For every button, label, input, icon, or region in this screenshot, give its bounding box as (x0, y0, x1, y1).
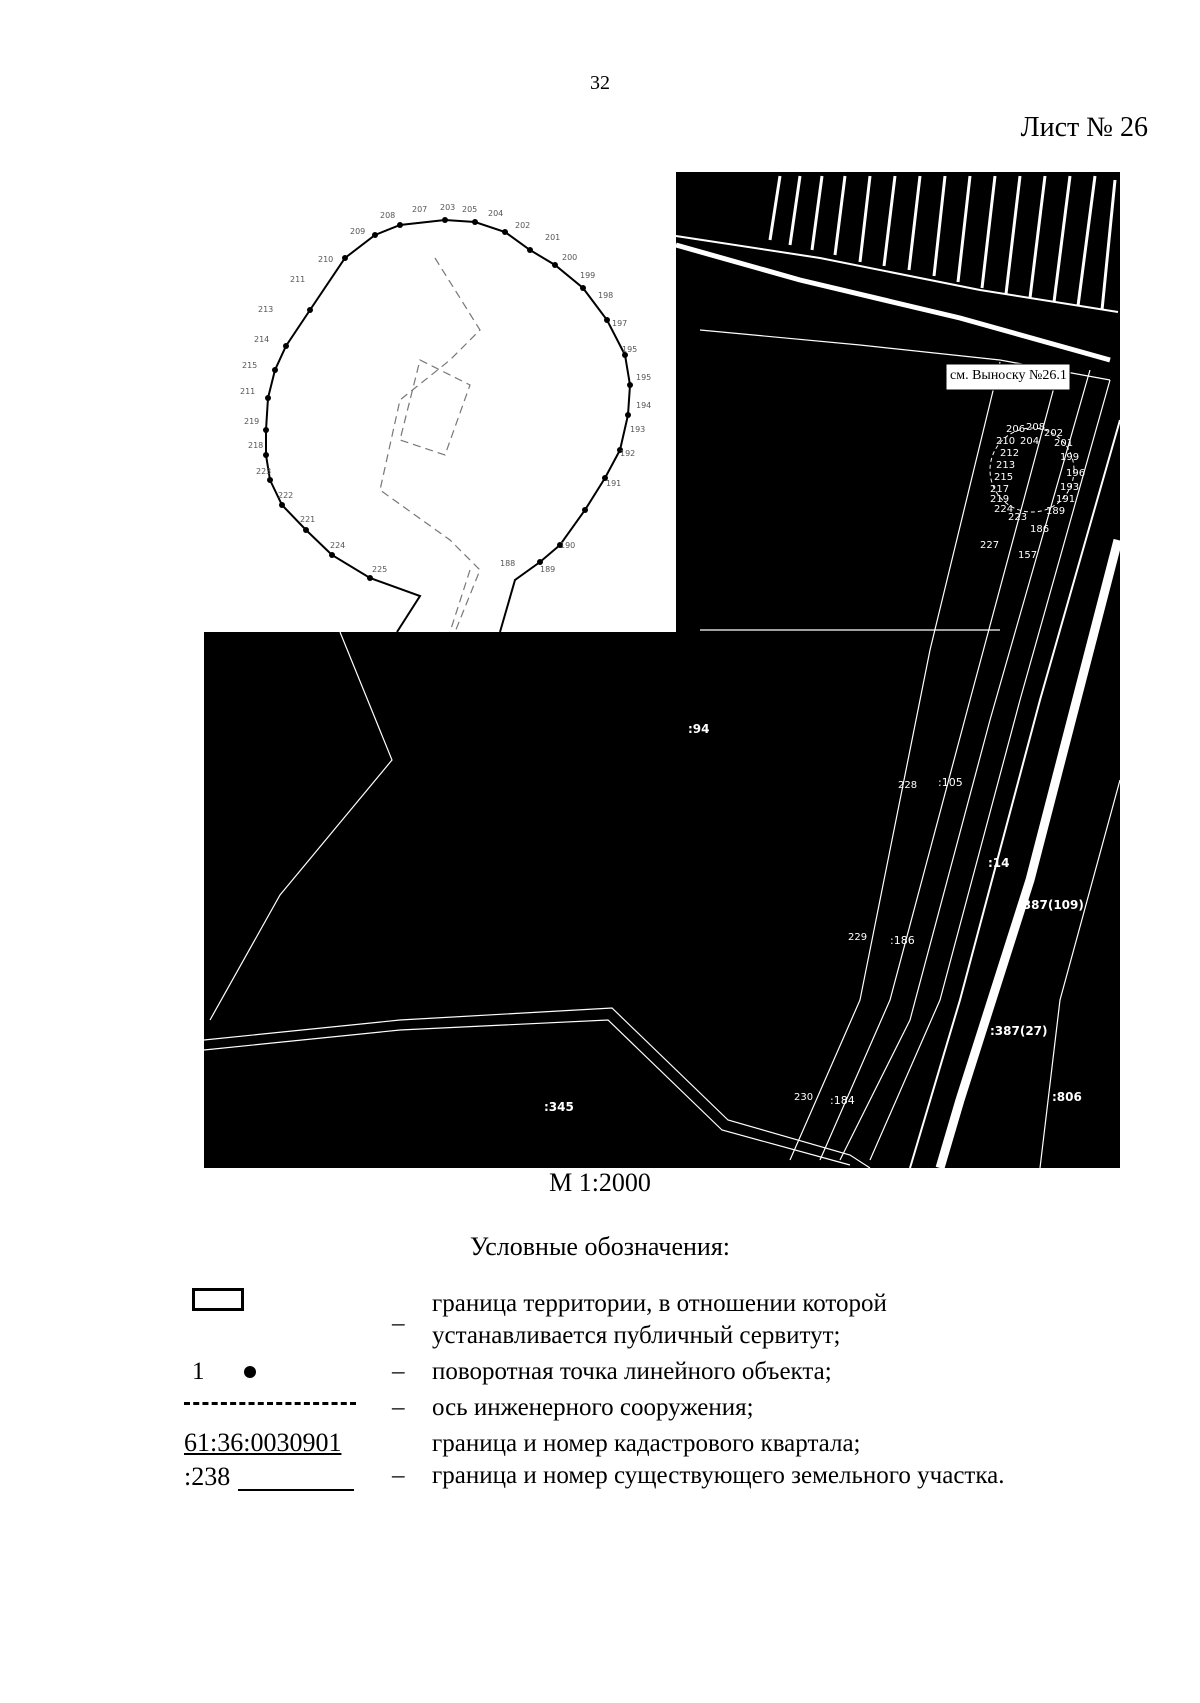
svg-text:219: 219 (244, 417, 260, 426)
legend-parcel-number: :238 (184, 1462, 231, 1491)
legend-parcel-line (238, 1489, 354, 1491)
svg-text:201: 201 (545, 233, 561, 242)
legend-dash-2: – (392, 1358, 405, 1385)
legend-title: Условные обозначения: (469, 1232, 731, 1261)
svg-text:188: 188 (500, 559, 516, 568)
svg-text:202: 202 (1044, 428, 1064, 439)
svg-text:224: 224 (330, 541, 346, 550)
svg-text:230: 230 (794, 1092, 814, 1103)
svg-text:194: 194 (636, 401, 652, 410)
svg-text:221: 221 (300, 515, 316, 524)
svg-text:201: 201 (1054, 438, 1074, 449)
svg-text:193: 193 (1060, 482, 1080, 493)
legend-text-2: поворотная точка линейного объекта; (432, 1358, 832, 1385)
parcel-label-14: :14 (988, 856, 1010, 870)
parcel-label-806: :806 (1052, 1090, 1082, 1104)
svg-text:214: 214 (254, 335, 270, 344)
svg-text:219: 219 (990, 494, 1010, 505)
svg-text:213: 213 (996, 460, 1016, 471)
svg-text:217: 217 (990, 484, 1010, 495)
svg-text:228: 228 (898, 780, 918, 791)
legend-text-1b: устанавливается публичный сервитут; (432, 1322, 841, 1349)
legend-cadastral-quarter: 61:36:0030901 (184, 1428, 342, 1457)
svg-text:223: 223 (1008, 512, 1028, 523)
svg-text:205: 205 (462, 205, 478, 214)
legend-point-number: 1 (192, 1358, 205, 1385)
sheet-label: Лист № 26 (1020, 112, 1148, 143)
svg-text:195: 195 (622, 345, 638, 354)
svg-text:227: 227 (980, 540, 1000, 551)
parcel-label-345: :345 (544, 1100, 574, 1114)
legend-dash-5: – (392, 1462, 405, 1489)
svg-text:222: 222 (278, 491, 294, 500)
map-scale: М 1:2000 (549, 1168, 651, 1197)
legend-text-3: ось инженерного сооружения; (432, 1394, 754, 1421)
svg-text:225: 225 (372, 565, 388, 574)
svg-text:203: 203 (440, 203, 456, 212)
legend-rect-symbol (192, 1288, 244, 1311)
svg-text:186: 186 (1030, 524, 1050, 535)
svg-text:192: 192 (620, 449, 636, 458)
legend-text-4: граница и номер кадастрового квартала; (432, 1430, 861, 1457)
svg-text:211: 211 (240, 387, 256, 396)
parcel-label-94: :94 (688, 722, 710, 736)
svg-text:206: 206 (1006, 424, 1026, 435)
svg-text:215: 215 (994, 472, 1014, 483)
svg-text:200: 200 (562, 253, 578, 262)
svg-text:196: 196 (1066, 468, 1086, 479)
svg-text:211: 211 (290, 275, 306, 284)
parcel-label-105: :105 (938, 776, 963, 789)
page-number: 32 (590, 72, 610, 94)
svg-text:189: 189 (1046, 506, 1066, 517)
svg-text:157: 157 (1018, 550, 1038, 561)
svg-text:197: 197 (612, 319, 628, 328)
svg-text:204: 204 (1020, 436, 1040, 447)
legend-text-1a: граница территории, в отношении которой (432, 1290, 887, 1317)
legend-dash-1: – (392, 1310, 405, 1337)
svg-text:212: 212 (1000, 448, 1020, 459)
svg-text:198: 198 (598, 291, 614, 300)
svg-text:204: 204 (488, 209, 504, 218)
parcel-label-387-27: :387(27) (990, 1024, 1048, 1038)
svg-text:229: 229 (848, 932, 868, 943)
callout-label: см. Выноску №26.1 (950, 368, 1067, 383)
svg-text:189: 189 (540, 565, 556, 574)
legend-text-5: граница и номер существующего земельного участка. (432, 1462, 1005, 1489)
svg-text:209: 209 (350, 227, 366, 236)
svg-text:223: 223 (256, 467, 272, 476)
svg-text:210: 210 (996, 436, 1016, 447)
svg-text:199: 199 (580, 271, 596, 280)
legend-dashed-line (184, 1402, 356, 1405)
svg-text:191: 191 (606, 479, 622, 488)
svg-text:218: 218 (248, 441, 264, 450)
legend-point-dot (244, 1366, 256, 1378)
svg-text:208: 208 (380, 211, 396, 220)
svg-text:213: 213 (258, 305, 274, 314)
svg-text:193: 193 (630, 425, 646, 434)
svg-text:190: 190 (560, 541, 576, 550)
svg-text:208: 208 (1026, 422, 1046, 433)
parcel-label-184: :184 (830, 1094, 855, 1107)
parcel-label-186: :186 (890, 934, 915, 947)
parcel-label-387-109: :387(109) (1018, 898, 1084, 912)
svg-text:195: 195 (636, 373, 652, 382)
legend-dash-3: – (392, 1394, 405, 1421)
svg-text:191: 191 (1056, 494, 1076, 505)
svg-text:207: 207 (412, 205, 428, 214)
svg-text:199: 199 (1060, 452, 1080, 463)
svg-text:215: 215 (242, 361, 258, 370)
svg-text:210: 210 (318, 255, 334, 264)
svg-text:224: 224 (994, 504, 1014, 515)
svg-text:202: 202 (515, 221, 531, 230)
